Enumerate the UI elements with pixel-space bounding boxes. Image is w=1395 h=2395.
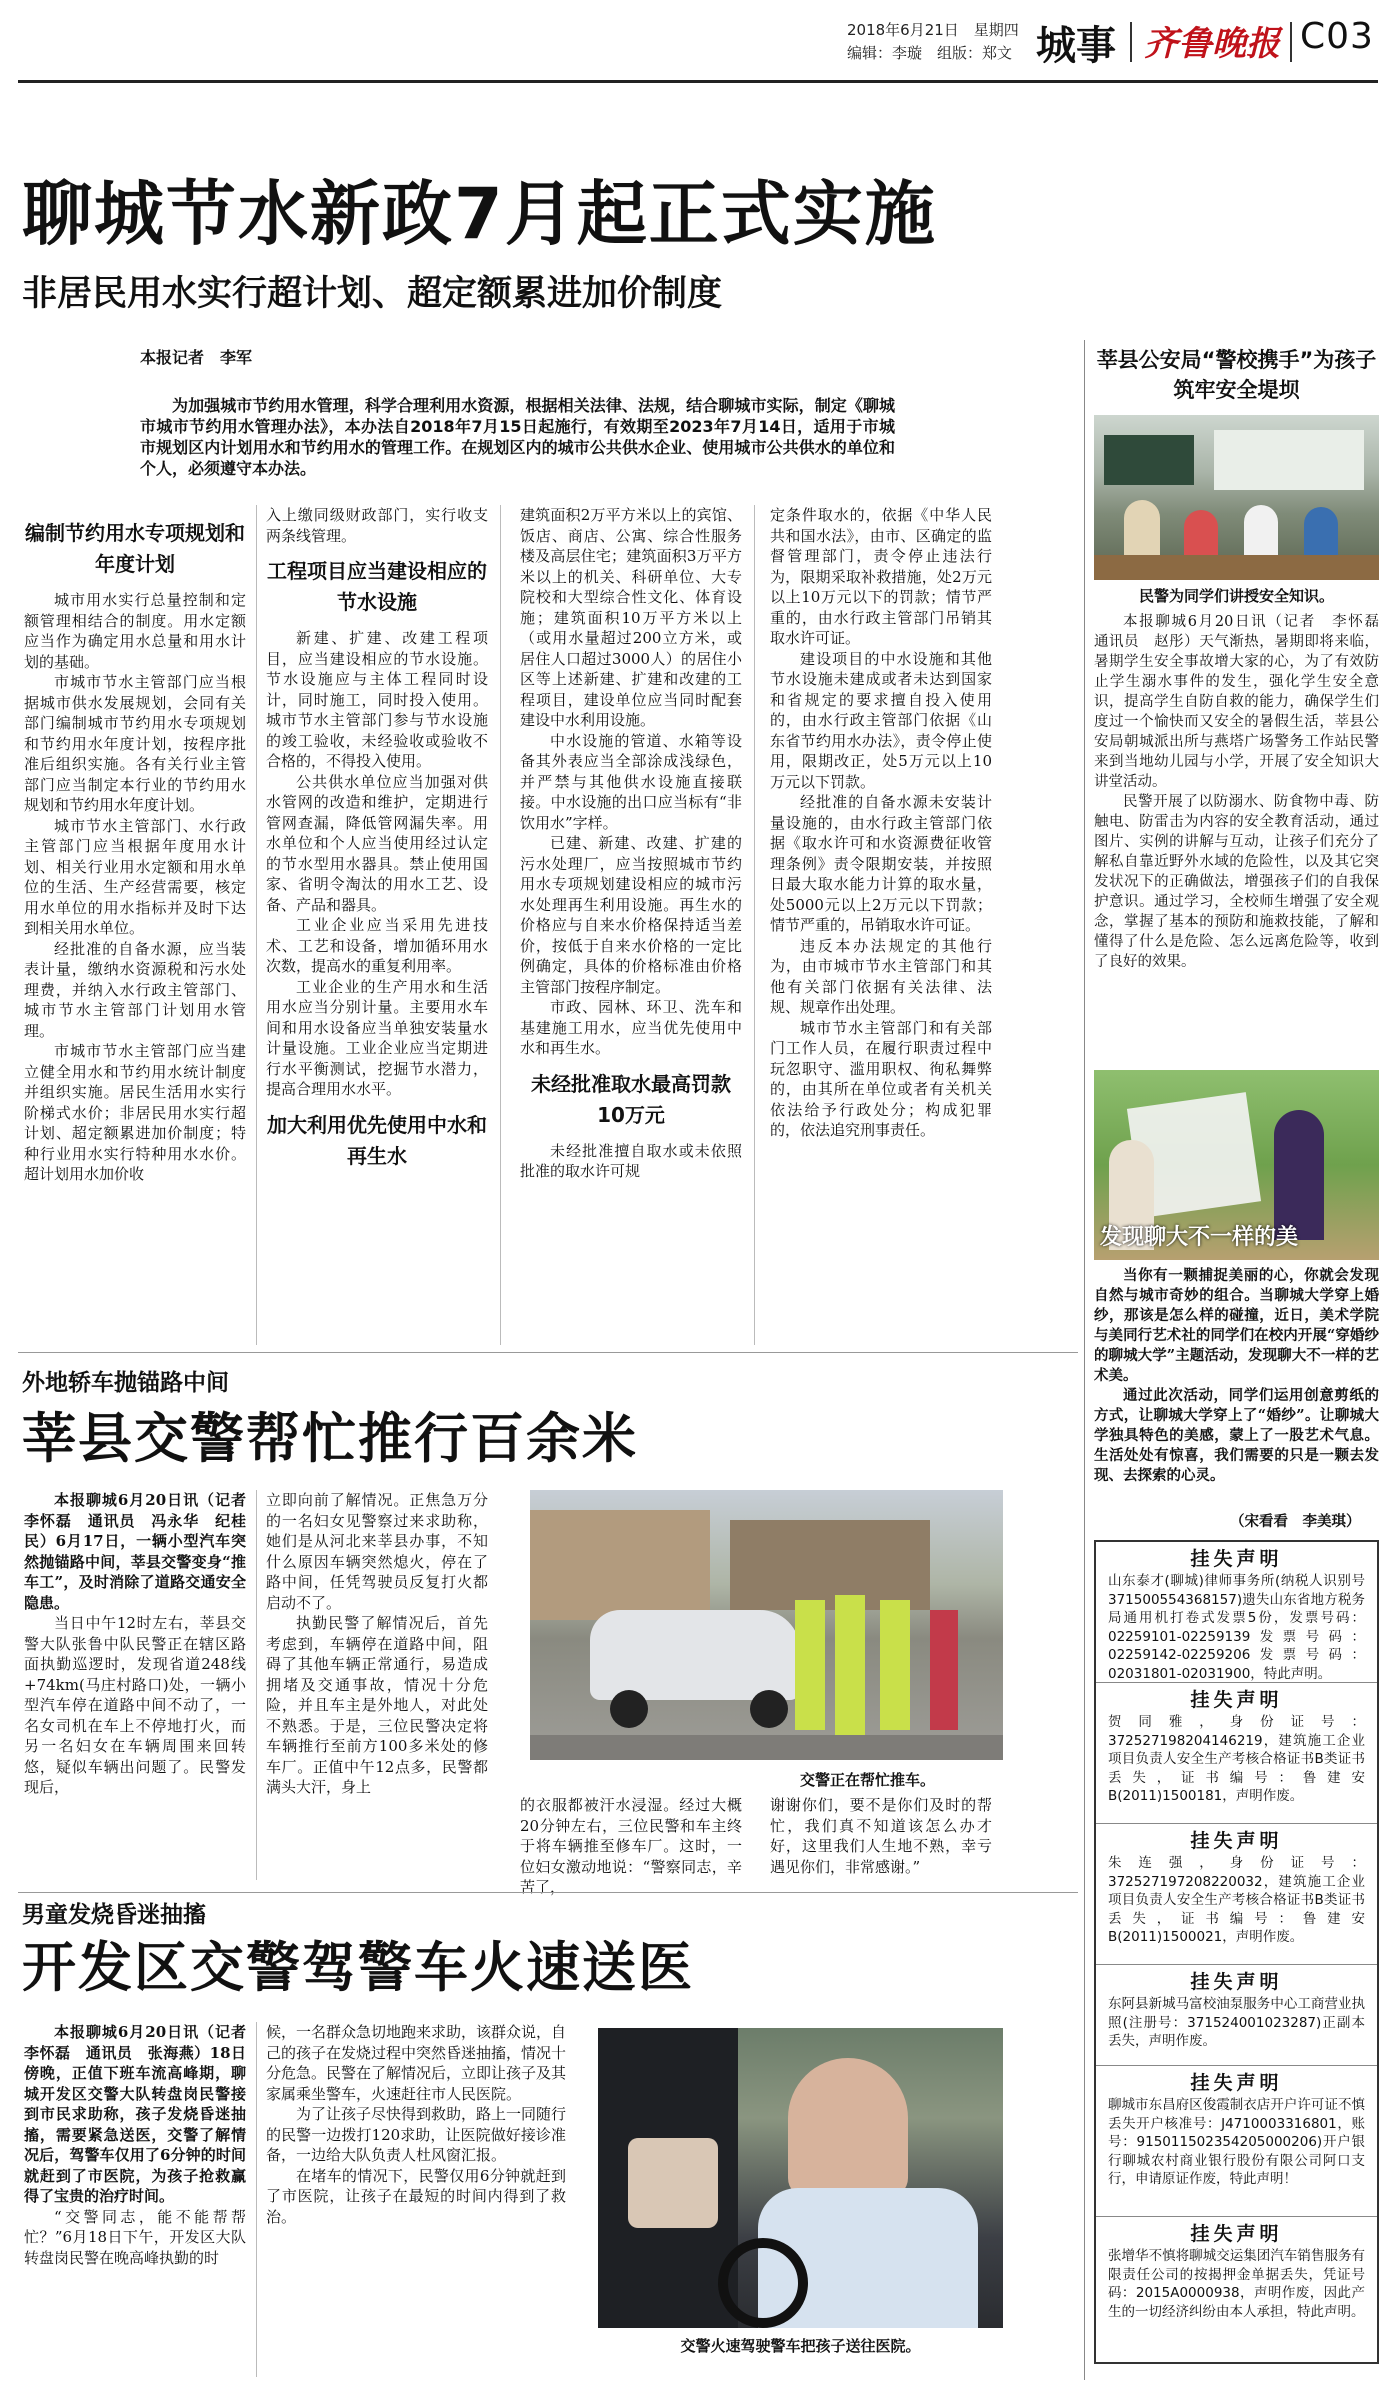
paragraph: 已建、新建、改建、扩建的污水处理厂，应当按照城市节约用水专项规划建设相应的城市污水处理再生利用设施。再生水的价格应与自来水价格保持适当差价，按低于自来水价格的一定比例确定，具体的价格标准由价格主管部门按程序制定。 — [520, 834, 742, 996]
column-rule — [256, 505, 257, 1345]
divider-mark-2 — [1290, 22, 1292, 62]
paragraph: 城市节水主管部门和有关部门工作人员，在履行职责过程中玩忽职守、滥用职权、徇私舞弊的，由其所在单位或者有关机关依法给予行政处分；构成犯罪的，依法追究刑事责任。 — [770, 1018, 992, 1139]
paragraph: 立即向前了解情况。正焦急万分的一名妇女见警察过来求助称，她们是从河北来莘县办事，不知什么原因车辆突然熄火，停在了路中间，任凭驾驶员反复打火都启动不了。 — [266, 1491, 488, 1612]
paragraph: 市城市节水主管部门应当根据城市供水发展规划，会同有关部门编制城市节约用水专项规划和节约用水年度计划，按程序批准后组织实施。各有关行业主管部门应当制定本行业的节约用水规划和节约用水年度计划。 — [24, 673, 246, 814]
story2-photo-caption: 交警正在帮忙推车。 — [800, 1771, 936, 1789]
notice-body: 山东泰才(聊城)律师事务所(纳税人识别号371500554368157)遗失山东省地方税务局通用机打卷式发票5份，发票号码：02259101-02259139发票号码：02259142-02259206发票号码：02031801-02031900，特此声明。 — [1108, 1573, 1365, 1682]
paragraph: 市政、园林、环卫、洗车和基建施工用水，应当优先使用中水和再生水。 — [520, 998, 742, 1057]
story2-headline: 莘县交警帮忙推行百余米 — [22, 1407, 638, 1470]
paragraph: 本报聊城6月20日讯（记者 李怀磊 通讯员 冯永华 纪桂民）6月17日，一辆小型汽车突然抛锚路中间，莘县交警变身“推车工”，及时消除了道路交通安全隐患。 — [24, 1491, 262, 1612]
story2-column-1 — [24, 1490, 262, 1880]
main-column-3 — [520, 505, 742, 1340]
paragraph: 建设项目的中水设施和其他节水设施未建成或者未达到国家和省规定的要求擅自投入使用的，由水行政主管部门依据《山东省节约用水办法》，责令停止使用，限期改正，处5万元以上10万元以下罚款。 — [770, 649, 992, 791]
notice-body: 东阿县新城马富校油泵服务中心工商营业执照(注册号：371524001023287)正副本丢失，声明作废。 — [1108, 1996, 1365, 2049]
story2-kicker: 外地轿车抛锚路中间 — [22, 1370, 229, 1396]
story-divider — [18, 1352, 1078, 1353]
main-column-2 — [266, 505, 488, 1340]
paragraph: 经批准的自备水源未安装计量设施的，由水行政主管部门依据《取水许可和水资源费征收管理条例》责令限期安装，并按照日最大取水能力计算的取水量，处5000元以上2万元以下罚款；情节严重的，吊销取水许可证。 — [770, 793, 992, 934]
section-name: 城事 — [1036, 23, 1116, 69]
pushing-car-photo — [530, 1490, 1003, 1760]
section-heading-1: 编制节约用水专项规划和年度计划 — [25, 521, 245, 576]
main-byline: 本报记者 李军 — [140, 348, 253, 367]
sidebar-rule — [1084, 340, 1085, 2380]
paragraph: 谢谢你们，要不是你们及时的帮忙，我们真不知道该怎么办才好，这里我们人生地不熟，幸亏遇见你们，非常感谢。” — [770, 1796, 992, 1876]
paragraph: 入上缴同级财政部门，实行收支两条线管理。 — [266, 506, 488, 545]
notice-title: 挂失声明 — [1190, 1689, 1283, 1711]
paragraph: 执勤民警了解情况后，首先考虑到，车辆停在道路中间，阻碍了其他车辆正常通行，易造成拥堵及交通事故，情况十分危险，并且车主是外地人，对此处不熟悉。于是，三位民警决定将车辆推行至前方100多米处的修车厂。正值中午12点多，民警都满头大汗，身上 — [266, 1614, 488, 1796]
column-rule — [500, 505, 501, 1345]
paragraph: 为了让孩子尽快得到救助，路上一同随行的民警一边拨打120求助，让医院做好接诊准备，一边给大队负责人杜风窗汇报。 — [266, 2105, 567, 2164]
column-rule — [256, 2022, 257, 2377]
paragraph: “交警同志，能不能帮帮忙？”6月18日下午，开发区大队转盘岗民警在晚高峰执勤的时 — [24, 2207, 246, 2267]
notice-item — [1096, 1542, 1377, 1683]
paragraph: 市城市节水主管部门应当建立健全用水和节约用水统计制度并组织实施。居民生活用水实行阶梯式水价；非居民用水实行超计划、超定额累进加价制度；特种行业用水实行特种用水水价。超计划用水加价收 — [24, 1042, 246, 1183]
notice-title: 挂失声明 — [1190, 2223, 1283, 2245]
paragraph: 新建、扩建、改建工程项目，应当建设相应的节水设施。节水设施应与主体工程同时设计，同时施工，同时投入使用。城市节水主管部门参与节水设施的竣工验收，未经验收或验收不合格的，不得投入使用。 — [266, 629, 488, 770]
paragraph: 当日中午12时左右，莘县交警大队张鲁中队民警正在辖区路面执勤巡逻时，发现省道248线+74km(马庄村路口)处，一辆小型汽车停在道路中间不动了，一名女司机在车上不停地打火，而另一名妇女在车辆周围来回转悠，疑似车辆出问题了。民警发现后， — [24, 1614, 246, 1796]
notice-item — [1096, 2217, 1377, 2347]
paragraph: 经批准的自备水源，应当装表计量，缴纳水资源税和污水处理费，并纳入水行政主管部门、城市节水主管部门计划用水管理。 — [24, 939, 246, 1040]
paragraph: 公共供水单位应当加强对供水管网的改造和维护，定期进行管网查漏，降低管网漏失率。用水单位和个人应当使用经过认定的节水型用水器具。禁止使用国家、省明令淘汰的用水工艺、设备、产品和器具。 — [266, 772, 488, 914]
story3-headline: 开发区交警驾警车火速送医 — [22, 1936, 694, 1999]
sidebar-story-title: 莘县公安局“警校携手”为孩子筑牢安全堤坝 — [1096, 348, 1377, 402]
main-column-1 — [24, 508, 246, 1343]
story2-column-3 — [520, 1795, 742, 1896]
notice-item — [1096, 1683, 1377, 1824]
notice-body: 张增华不慎将聊城交运集团汽车销售服务有限责任公司的按揭押金单据丢失，凭证号码：2015A0000938，声明作废，因此产生的一切经济纠纷由本人承担，特此声明。 — [1108, 2248, 1365, 2320]
paragraph: 中水设施的管道、水箱等设备其外表应当全部涂成浅绿色，并严禁与其他供水设施直接联接。中水设施的出口应当标有“非饮用水”字样。 — [520, 731, 742, 832]
notice-title: 挂失声明 — [1190, 2072, 1283, 2094]
paragraph: 工业企业的生产用水和生活用水应当分别计量。主要用水车间和用水设备应当单独安装量水计量设施。工业企业应当定期进行水平衡测试，挖掘节水潜力，提高合理用水水平。 — [266, 977, 488, 1098]
section-heading-3: 加大利用优先使用中水和再生水 — [267, 1112, 487, 1168]
section-heading-2: 工程项目应当建设相应的节水设施 — [267, 559, 487, 614]
story3-column-2 — [266, 2022, 566, 2377]
paragraph: 本报聊城6月20日讯（记者 李怀磊 通讯员 张海燕）18日傍晚，正值下班车流高峰期，聊城开发区交警大队转盘岗民警接到市民求助称，孩子发烧昏迷抽搐，需要紧急送医，交警了解情况后，驾警车仅用了6分钟的时间就赶到了市医院，为孩子抢救赢得了宝贵的治疗时间。 — [24, 2023, 262, 2205]
divider-mark — [1130, 22, 1132, 62]
paragraph: 本报聊城6月20日讯（记者 李怀磊 通讯员 赵彤）天气渐热，暑期即将来临，暑期学生安全事故增大家的心，为了有效防止学生溺水事件的发生，强化学生安全意识，提高学生自防自救的能力，确保学生们度过一个愉快而又安全的暑假生活，莘县公安局朝城派出所与燕塔广场警务工作站民警来到当地幼儿园与小学，开展了安全知识大讲堂活动。 — [1094, 614, 1394, 790]
paragraph: 违反本办法规定的其他行为，由市城市节水主管部门和其他有关部门依据有关法律、法规、规章作出处理。 — [770, 936, 992, 1016]
header-rule — [18, 80, 1378, 83]
story-divider — [18, 1892, 1078, 1893]
story3-kicker: 男童发烧昏迷抽搐 — [22, 1902, 206, 1928]
main-subheadline: 非居民用水实行超计划、超定额累进加价制度 — [22, 274, 723, 314]
wedding-dress-photo — [1094, 1070, 1379, 1260]
story3-photo-caption: 交警火速驾驶警车把孩子送往医院。 — [680, 2337, 921, 2355]
notice-item — [1096, 1965, 1377, 2066]
issue-date: 2018年6月21日 星期四 — [847, 21, 1019, 39]
main-lead: 为加强城市节约用水管理，科学合理利用水资源，根据相关法律、法规，结合聊城市实际，制定《聊城市城市节约用水管理办法》，本办法自2018年7月15日起施行，有效期至2023年7月14日，适用于市城市规划区内计划用水和节约用水的管理工作。在规划区内的城市公共供水企业、使用城市公共供水的单位和个人，必须遵守本办法。 — [140, 396, 895, 478]
main-headline: 聊城节水新政7月起正式实施 — [22, 173, 937, 255]
paragraph: 当你有一颗捕捉美丽的心，你就会发现自然与城市奇妙的组合。当聊城大学穿上婚纱，那该是怎么样的碰撞，近日，美术学院与美同行艺术社的同学们在校内开展“穿婚纱的聊城大学”主题活动，发现聊大不一样的艺术美。 — [1094, 1267, 1379, 1384]
paragraph: 的衣服都被汗水浸湿。经过大概20分钟左右，三位民警和车主终于将车辆推至修车厂。这时，一位妇女激动地说：“警察同志，辛苦了， — [520, 1796, 742, 1896]
sidebar-story-body — [1094, 612, 1394, 1062]
story3-column-1 — [24, 2022, 262, 2377]
newspaper-logo: 齐鲁晚报 — [1144, 24, 1280, 64]
police-car-photo — [598, 2028, 1003, 2328]
paragraph: 候，一名群众急切地跑来求助，该群众说，自己的孩子在发烧过程中突然昏迷抽搐，情况十分危急。民警在了解情况后，立即让孩子及其家属乘坐警车，火速赶往市人民医院。 — [266, 2023, 567, 2103]
notice-item — [1096, 1824, 1377, 1965]
page-number: C03 — [1300, 16, 1374, 57]
sidebar-story2-credit: （宋看看 李美琪） — [1230, 1514, 1361, 1530]
notice-body: 贺同雅，身份证号：372527198204146219，建筑施工企业项目负责人安全生产考核合格证书B类证书丢失，证书编号：鲁建安B(2011)1500181，声明作废。 — [1108, 1714, 1365, 1804]
story2-column-4 — [770, 1795, 992, 1885]
main-column-4 — [770, 505, 992, 1340]
column-rule — [754, 505, 755, 1345]
classroom-photo — [1094, 415, 1379, 580]
section-heading-4: 未经批准取水最高罚款10万元 — [531, 1071, 731, 1127]
notice-item — [1096, 2066, 1377, 2217]
photo-overlay-title: 发现聊大不一样的美 — [1100, 1225, 1299, 1250]
paragraph: 城市节水主管部门、水行政主管部门应当根据年度用水计划、相关行业用水定额和用水单位的生活、生产经营需要，核定用水单位的用水指标并及时下达到相关用水单位。 — [24, 816, 246, 937]
paragraph: 通过此次活动，同学们运用创意剪纸的方式，让聊城大学穿上了“婚纱”。让聊城大学独具特色的美感，蒙上了一股艺术气息。生活处处有惊喜，我们需要的只是一颗去发现、去探索的心灵。 — [1094, 1387, 1379, 1484]
notices-box — [1094, 1540, 1379, 2364]
column-rule — [256, 1490, 257, 1880]
paragraph: 工业企业应当采用先进技术、工艺和设备，增加循环用水次数，提高水的重复利用率。 — [266, 916, 488, 975]
paragraph: 定条件取水的，依据《中华人民共和国水法》，由市、区确定的监督管理部门，责令停止违法行为，限期采取补救措施，处2万元以上10万元以下的罚款；情节严重的，由水行政主管部门吊销其取水许可证。 — [770, 506, 992, 647]
paragraph: 在堵车的情况下，民警仅用6分钟就赶到了市医院，让孩子在最短的时间内得到了救治。 — [266, 2166, 566, 2226]
paragraph: 民警开展了以防溺水、防食物中毒、防触电、防雷击为内容的安全教育活动，通过图片、实例的讲解与互动，让孩子们充分了解私自靠近野外水域的危险性，以及其它突发状况下的正确做法，增强孩子们的自我保护意识。通过学习，全校师生增强了安全观念，掌握了基本的预防和施救技能，了解和懂得了什么是危险、怎么远离危险等，收到了良好的效果。 — [1094, 794, 1379, 970]
editors-credit: 编辑：李璇 组版：郑文 — [847, 44, 1013, 62]
sidebar-photo-caption: 民警为同学们讲授安全知识。 — [1138, 587, 1334, 605]
notice-title: 挂失声明 — [1190, 1548, 1283, 1570]
sidebar-story2-body — [1094, 1266, 1379, 1506]
notice-title: 挂失声明 — [1190, 1971, 1283, 1993]
paragraph: 未经批准擅自取水或未依照批准的取水许可规 — [520, 1141, 742, 1180]
notice-body: 聊城市东昌府区俊霞制衣店开户许可证不慎丢失开户核准号：J4710003316801，账号：915011502354205000206)开户银行聊城农村商业银行股份有限公司阿口支行，申请原证作废，特此声明！ — [1108, 2097, 1365, 2187]
paragraph: 城市用水实行总量控制和定额管理相结合的制度。用水定额应当作为确定用水总量和用水计划的基础。 — [24, 591, 246, 671]
story2-column-2 — [266, 1490, 488, 1880]
paragraph: 建筑面积2万平方米以上的宾馆、饭店、商店、公寓、综合性服务楼及高层住宅；建筑面积3万平方米以上的机关、科研单位、大专院校和大型综合性文化、体育设施；建筑面积10万平方米以上（或用水量超过200立方米，或居住人口超过3000人）的居住小区等上述新建、扩建和改建的工程项目，建设单位应当同时配套建设中水利用设施。 — [520, 506, 742, 729]
notice-body: 朱连强，身份证号：372527197208220032，建筑施工企业项目负责人安全生产考核合格证书B类证书丢失，证书编号：鲁建安B(2011)1500021，声明作废。 — [1108, 1855, 1365, 1945]
notice-title: 挂失声明 — [1190, 1830, 1283, 1852]
